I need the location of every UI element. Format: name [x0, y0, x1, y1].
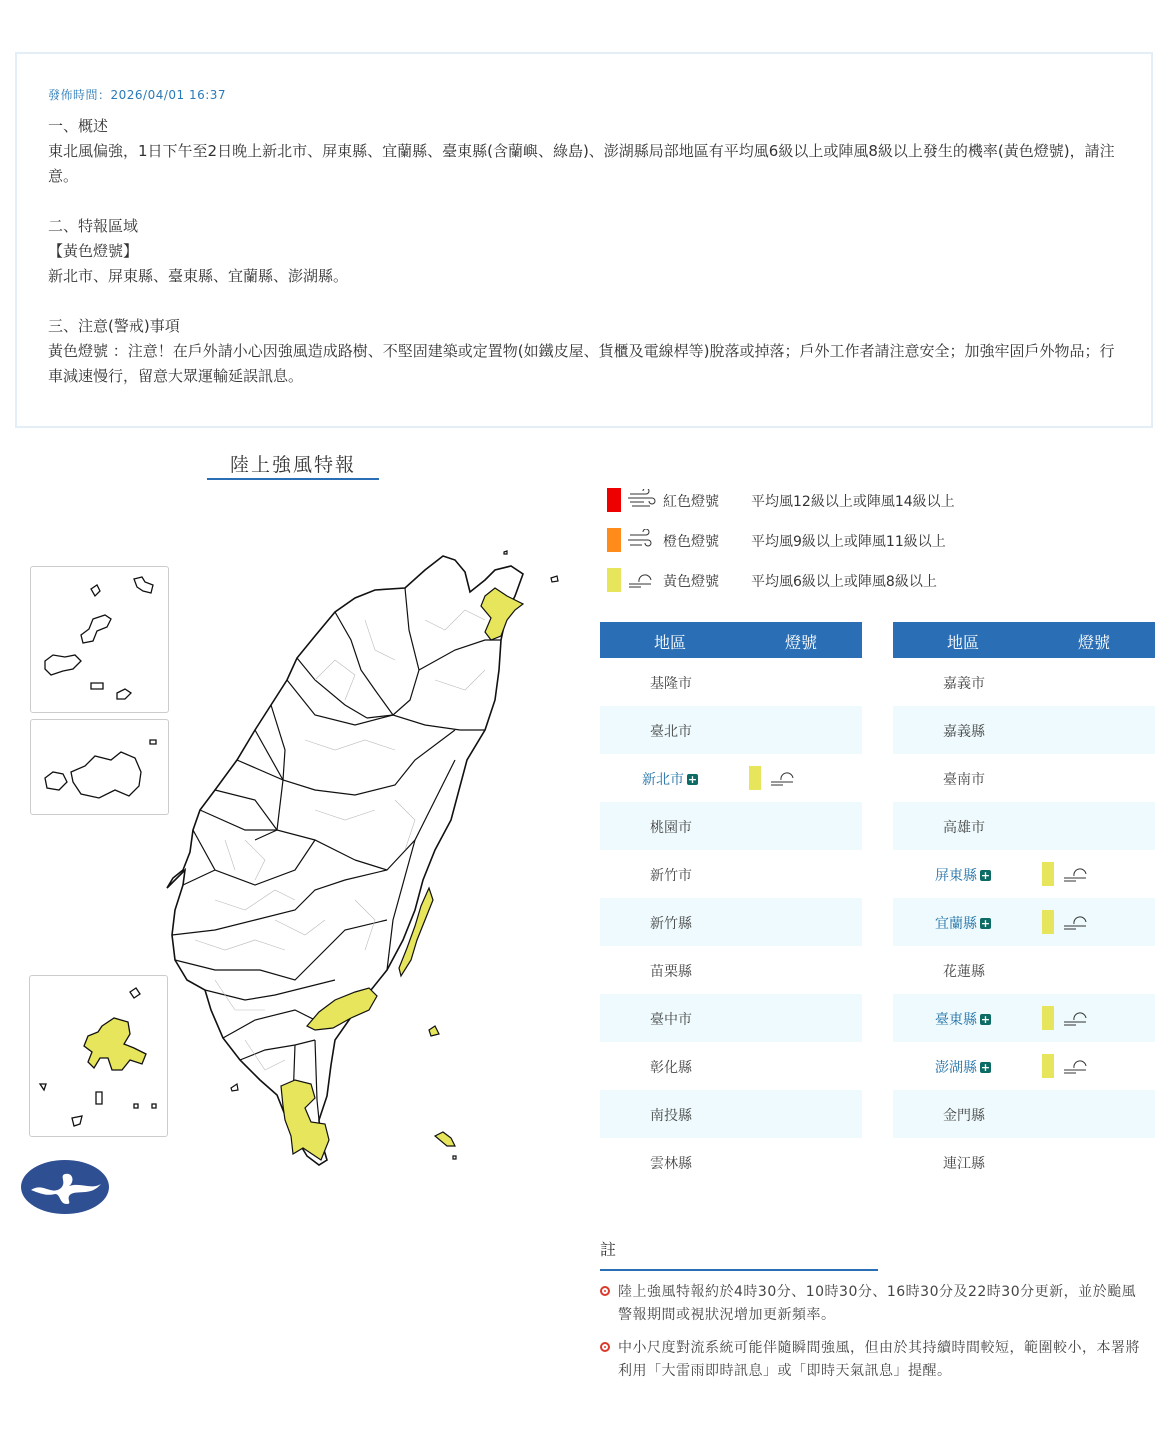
region-name: 臺北市 — [650, 724, 692, 740]
region-name: 金門縣 — [943, 1108, 985, 1124]
table-row — [893, 946, 1155, 994]
table-row — [600, 1090, 862, 1138]
table-row[interactable] — [893, 850, 1155, 898]
region-name[interactable]: 臺東縣 — [935, 1012, 977, 1028]
light-wind-icon — [1062, 1057, 1090, 1075]
yellow-signal-lamp — [1042, 1054, 1054, 1078]
region-name: 臺中市 — [650, 1012, 692, 1028]
table-row[interactable] — [600, 754, 862, 802]
region-name: 新竹市 — [650, 868, 692, 884]
light-wind-icon — [627, 569, 657, 589]
yellow-signal-swatch — [607, 568, 621, 592]
areas-heading: 二、特報區域 — [48, 217, 139, 235]
table-row — [893, 706, 1155, 754]
table-header — [600, 622, 862, 658]
bulletin-text — [48, 114, 1128, 389]
yellow-signal-lamp — [1042, 1006, 1054, 1030]
region-label-group[interactable] — [642, 769, 698, 789]
table-row — [600, 658, 862, 706]
light-wind-icon — [1062, 865, 1090, 883]
overview-heading: 一、概述 — [48, 117, 109, 135]
expand-icon[interactable]: + — [687, 773, 698, 786]
region-name[interactable]: 屏東縣 — [935, 868, 977, 884]
table-row — [600, 1138, 862, 1186]
table-row — [600, 706, 862, 754]
red-signal-swatch — [607, 488, 621, 512]
col-area-header: 地區 — [654, 633, 687, 652]
orange-signal-swatch — [607, 528, 621, 552]
areas-level: 【黃色燈號】 — [48, 242, 139, 260]
region-label-group[interactable] — [935, 865, 991, 885]
legend-orange-name: 橙色燈號 — [663, 534, 719, 550]
region-name[interactable]: 新北市 — [642, 772, 684, 788]
col-signal-header: 燈號 — [785, 633, 818, 652]
table-header — [893, 622, 1155, 658]
region-label-group[interactable] — [935, 1009, 991, 1029]
region-name[interactable]: 宜蘭縣 — [935, 916, 977, 932]
region-label-group[interactable] — [935, 1057, 991, 1077]
note-item — [600, 1337, 1150, 1383]
note-item — [600, 1281, 1150, 1327]
yellow-signal-lamp — [1042, 862, 1054, 886]
region-name: 嘉義市 — [943, 676, 985, 692]
table-row — [893, 658, 1155, 706]
legend-red-name: 紅色燈號 — [663, 494, 719, 510]
cwa-logo — [21, 1160, 109, 1218]
light-wind-icon — [769, 769, 797, 787]
strong-wind-icon — [627, 489, 657, 509]
region-name: 南投縣 — [650, 1108, 692, 1124]
legend-red-desc: 平均風12級以上或陣風14級以上 — [751, 494, 955, 510]
overview-text: 東北風偏強，1日下午至2日晚上新北市、屏東縣、宜蘭縣、臺東縣(含蘭嶼、綠島)、澎湖縣局部地區有平均風6級以上或陣風8級以上發生的機率(黃色燈號)，請注意。 — [48, 142, 1115, 185]
map-title: 陸上強風特報 — [207, 450, 379, 480]
region-name: 新竹縣 — [650, 916, 692, 932]
region-name: 苗栗縣 — [650, 964, 692, 980]
light-wind-icon — [1062, 913, 1090, 931]
notes-title: 註 — [600, 1237, 878, 1271]
caution-heading: 三、注意(警戒)事項 — [48, 317, 180, 335]
region-table-right — [893, 622, 1155, 1186]
yellow-signal-lamp — [1042, 910, 1054, 934]
legend-yellow-name: 黃色燈號 — [663, 574, 719, 590]
light-wind-icon — [1062, 1009, 1090, 1027]
region-name: 雲林縣 — [650, 1156, 692, 1172]
areas-list: 新北市、屏東縣、臺東縣、宜蘭縣、澎湖縣。 — [48, 267, 349, 285]
expand-icon[interactable]: + — [980, 869, 991, 882]
col-signal-header: 燈號 — [1078, 633, 1111, 652]
legend-orange-desc: 平均風9級以上或陣風11級以上 — [751, 534, 946, 550]
table-row — [600, 898, 862, 946]
yellow-signal-lamp — [749, 766, 761, 790]
table-row — [600, 802, 862, 850]
expand-icon[interactable]: + — [980, 1061, 991, 1074]
note-text: 中小尺度對流系統可能伴隨瞬間強風，但由於其持續時間較短，範圍較小，本署將利用「大雷雨即時訊息」或「即時天氣訊息」提醒。 — [618, 1340, 1140, 1379]
table-row — [893, 1090, 1155, 1138]
issue-time: 發佈時間：2026/04/01 16:37 — [48, 88, 227, 102]
note-text: 陸上強風特報約於4時30分、10時30分、16時30分及22時30分更新，並於颱風警報期間或視狀況增加更新頻率。 — [618, 1284, 1137, 1323]
legend-yellow-desc: 平均風6級以上或陣風8級以上 — [751, 574, 937, 590]
region-name: 彰化縣 — [650, 1060, 692, 1076]
region-name: 桃園市 — [650, 820, 692, 836]
table-row — [893, 1138, 1155, 1186]
region-name: 嘉義縣 — [943, 724, 985, 740]
taiwan-map — [15, 540, 585, 1220]
table-row — [893, 754, 1155, 802]
table-row — [600, 1042, 862, 1090]
table-row[interactable] — [893, 1042, 1155, 1090]
bullet-icon — [600, 1286, 610, 1296]
caution-text: 黃色燈號 ：注意！在戶外請小心因強風造成路樹、不堅固建築或定置物(如鐵皮屋、貨櫃及電線桿等)脫落或掉落；戶外工作者請注意安全；加強牢固戶外物品；行車減速慢行，留意大眾運輸延誤訊息。 — [48, 342, 1115, 385]
region-name: 臺南市 — [943, 772, 985, 788]
table-row — [600, 850, 862, 898]
region-name: 高雄市 — [943, 820, 985, 836]
expand-icon[interactable]: + — [980, 917, 991, 930]
region-name: 連江縣 — [943, 1156, 985, 1172]
table-row[interactable] — [893, 898, 1155, 946]
region-name[interactable]: 澎湖縣 — [935, 1060, 977, 1076]
region-name: 基隆市 — [650, 676, 692, 692]
region-label-group[interactable] — [935, 913, 991, 933]
table-row[interactable] — [893, 994, 1155, 1042]
expand-icon[interactable]: + — [980, 1013, 991, 1026]
region-name: 花蓮縣 — [943, 964, 985, 980]
bulletin-box — [15, 52, 1153, 428]
table-row — [600, 994, 862, 1042]
table-row — [600, 946, 862, 994]
bullet-icon — [600, 1342, 610, 1352]
moderate-wind-icon — [627, 529, 657, 549]
table-row — [893, 802, 1155, 850]
region-table-left — [600, 622, 862, 1186]
col-area-header: 地區 — [947, 633, 980, 652]
